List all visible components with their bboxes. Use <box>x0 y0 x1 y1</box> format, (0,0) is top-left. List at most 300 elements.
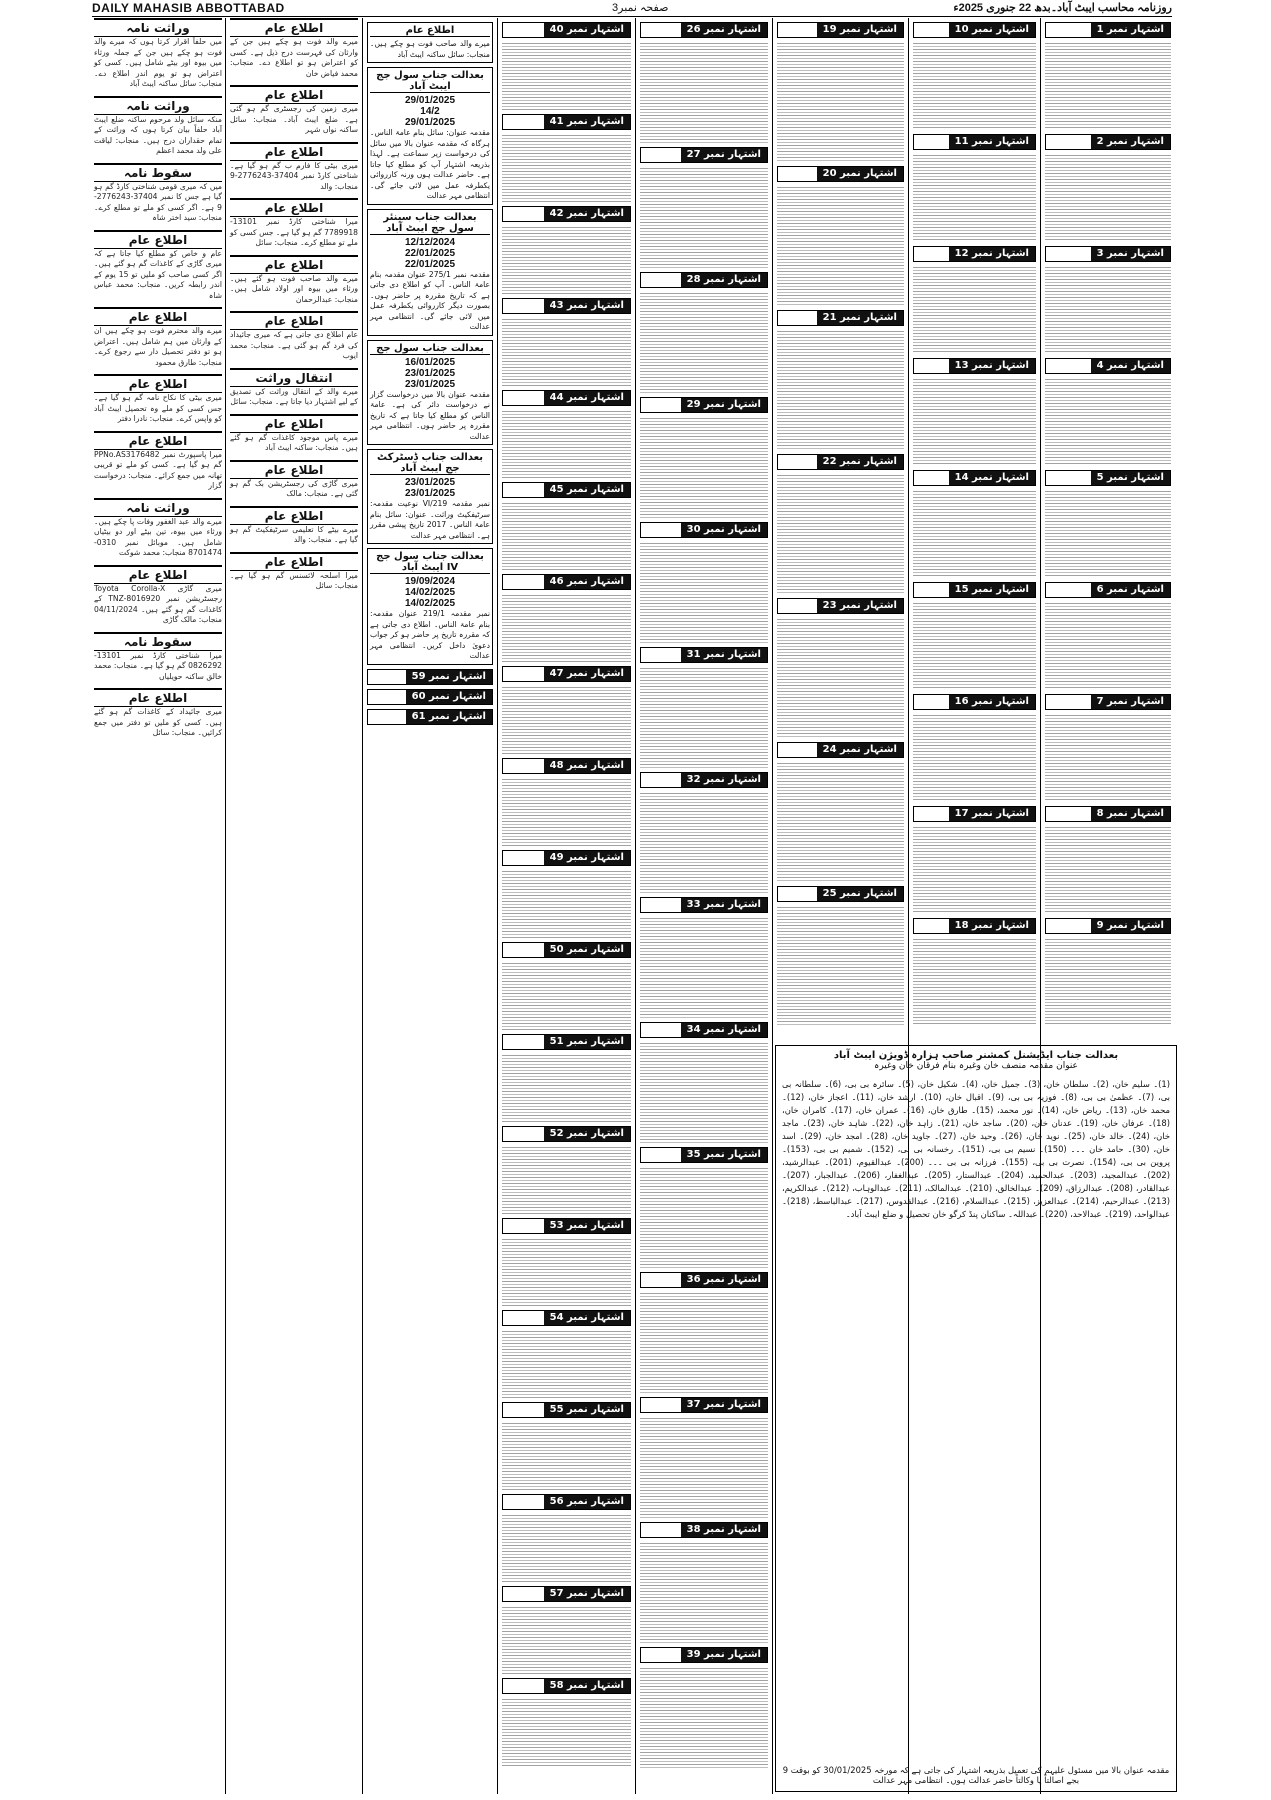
ad-text-block <box>640 666 768 768</box>
ad-text-block <box>913 41 1036 130</box>
court-notice-subtitle: عنوان مقدمہ منصف خان وغیرہ بنام فرقان خان وغیرہ <box>874 1061 1078 1071</box>
ad-number-label: اشتہار نمبر 6 <box>1091 583 1170 597</box>
ad-number-label: اشتہار نمبر 44 <box>544 391 630 405</box>
ad-number-label: اشتہار نمبر 8 <box>1091 807 1170 821</box>
ad-number-label: اشتہار نمبر 5 <box>1091 471 1170 485</box>
ad-heading: اطلاع عام <box>230 142 358 161</box>
ad-body-text: میرا اسلحہ لائسنس گم ہو گیا ہے۔ منجاب: سائل <box>230 570 358 590</box>
ad-text-block <box>640 1666 768 1768</box>
ad-number-label: اشتہار نمبر 53 <box>544 1219 630 1233</box>
ad-number-tag <box>913 22 1036 38</box>
column-rule <box>635 18 636 1794</box>
ad-text-block <box>502 685 631 754</box>
ad-number-tag <box>913 134 1036 150</box>
ad-number-tag <box>502 298 631 314</box>
classified-ad <box>230 18 358 79</box>
ad-number-label: اشتہار نمبر 23 <box>817 599 903 613</box>
ad-number-label: اشتہار نمبر 47 <box>544 667 630 681</box>
court-notice-large <box>775 1045 1177 1792</box>
ad-number-label: اشتہار نمبر 21 <box>817 311 903 325</box>
ad-number-tag <box>1045 694 1171 710</box>
ad-text-block <box>502 593 631 662</box>
ad-heading: سقوط نامہ <box>94 163 222 182</box>
ad-number-label: اشتہار نمبر 9 <box>1091 919 1170 933</box>
ad-heading: اطلاع عام <box>230 18 358 37</box>
ad-text-block <box>502 777 631 846</box>
ad-number-label: اشتہار نمبر 13 <box>949 359 1035 373</box>
ad-number-tag <box>640 272 768 288</box>
ad-text-block <box>1045 825 1171 914</box>
ad-number-label: اشتہار نمبر 61 <box>406 710 492 724</box>
ad-number-tag <box>913 582 1036 598</box>
ad-number-label: اشتہار نمبر 18 <box>949 919 1035 933</box>
ad-text-block <box>502 961 631 1030</box>
classified-ad <box>230 255 358 306</box>
ad-number-label: اشتہار نمبر 27 <box>681 148 767 162</box>
ad-number-tag <box>640 772 768 788</box>
ad-number-label: اشتہار نمبر 32 <box>681 773 767 787</box>
ad-number-label: اشتہار نمبر 25 <box>817 887 903 901</box>
ad-number-tag <box>640 647 768 663</box>
ad-number-label: اشتہار نمبر 56 <box>544 1495 630 1509</box>
ad-heading: اطلاع عام <box>230 85 358 104</box>
ad-number-tag <box>640 397 768 413</box>
court-notice-date: 29/01/2025 <box>404 117 456 128</box>
ad-text-block <box>1045 601 1171 690</box>
ad-body-text: میں حلفاً اقرار کرتا ہوں کہ میرے والد فوت ہو چکے ہیں جن کے جملہ ورثاء میں بیوہ اور بیٹے شامل ہیں۔ کسی کو اعتراض ہو تو یوم اندر اطلاع دے۔ منجاب: سائل ساکنہ ایبٹ آباد <box>94 37 222 88</box>
ad-text-block <box>502 1605 631 1674</box>
column-rule <box>772 18 773 1794</box>
classified-ad <box>230 85 358 136</box>
court-notice-text: مقدمہ عنوان بالا میں درخواست گزار نے درخواست دائر کی ہے۔ عامۃ الناس کو مطلع کیا جاتا ہے کہ تاریخ مقررہ پر حاضر ہوں۔ انتظامی مہر عدالت <box>370 389 490 441</box>
ad-number-tag <box>640 1272 768 1288</box>
court-notice-date: 23/01/2025 <box>404 488 456 499</box>
ad-number-label: اشتہار نمبر 20 <box>817 167 903 181</box>
ad-text-block <box>777 185 904 306</box>
column-rule <box>497 18 498 1794</box>
ad-number-tag <box>913 806 1036 822</box>
ad-text-block <box>502 225 631 294</box>
court-notice-date: 23/01/2025 <box>404 477 456 488</box>
ad-number-tag <box>502 1494 631 1510</box>
classified-ad <box>94 632 222 683</box>
ad-text-block <box>502 1237 631 1306</box>
ad-number-label: اشتہار نمبر 14 <box>949 471 1035 485</box>
ad-text-block <box>502 133 631 202</box>
ad-text-block <box>640 1041 768 1143</box>
ad-text-block <box>1045 265 1171 354</box>
court-notice-footer: مقدمہ عنوان بالا میں مسئول علیہم کی تعمیل بذریعہ اشتہار کی جاتی ہے کہ مورخہ 30/01/2025 کو بوقت 9 بجے اصالتاً یا وکالتاً حاضر عدالت ہوں۔ انتظامی مہر عدالت <box>782 1765 1170 1785</box>
court-notice-date: 22/01/2025 <box>404 247 456 259</box>
ad-heading: اطلاع عام <box>230 506 358 525</box>
ad-text-block <box>913 713 1036 802</box>
ad-number-label: اشتہار نمبر 45 <box>544 483 630 497</box>
ad-number-label: اشتہار نمبر 33 <box>681 898 767 912</box>
ad-number-tag <box>502 666 631 682</box>
court-notice-text: نمبر مقدمہ 219/VI نوعیت مقدمہ: سرٹیفکیٹ وراثت۔ عنوان: سائل بنام عامۃ الناس۔ 2017 تاریخ پیشی مقرر ہے۔ انتظامی مہر عدالت <box>370 499 490 540</box>
ad-body-text: میری گاڑی Toyota Corolla-X رجسٹریشن نمبر TNZ-8016920 کے کاغذات گم ہو گئے ہیں۔ 04/11/2024 منجاب: مالک گاڑی <box>94 583 222 624</box>
ad-number-label: اشتہار نمبر 4 <box>1091 359 1170 373</box>
ad-number-tag <box>367 689 493 705</box>
ad-number-label: اشتہار نمبر 22 <box>817 455 903 469</box>
ad-number-label: اشتہار نمبر 19 <box>817 23 903 37</box>
ad-number-label: اشتہار نمبر 30 <box>681 523 767 537</box>
ad-number-label: اشتہار نمبر 17 <box>949 807 1035 821</box>
court-notice-text: نمبر مقدمہ 219/1 عنوان مقدمہ: بنام عامۃ الناس۔ اطلاع دی جاتی ہے کہ مقررہ تاریخ پر حاضر ہو کر جواب دعویٰ داخل کریں۔ انتظامی مہر عدالت <box>370 609 490 660</box>
ad-text-block <box>640 1166 768 1268</box>
ad-body-text: منکہ سائل ولد مرحوم ساکنہ ضلع ایبٹ آباد حلفاً بیان کرتا ہوں کہ وراثت کے تمام حقداران درج ہیں۔ منجاب: لیاقت علی ولد محمد اعظم <box>94 114 222 155</box>
ad-number-label: اشتہار نمبر 41 <box>544 115 630 129</box>
ad-number-tag <box>1045 918 1171 934</box>
ad-number-tag <box>502 114 631 130</box>
classified-ad <box>94 374 222 425</box>
ad-heading: اطلاع عام <box>230 460 358 479</box>
ad-heading: اطلاع عام <box>94 307 222 326</box>
ad-number-label: اشتہار نمبر 52 <box>544 1127 630 1141</box>
ad-number-label: اشتہار نمبر 59 <box>406 670 492 684</box>
classified-ad <box>230 414 358 454</box>
ad-number-label: اشتہار نمبر 35 <box>681 1148 767 1162</box>
ad-number-tag <box>1045 358 1171 374</box>
ad-body-text: میرے والد محترم فوت ہو چکے ہیں ان کے وارثان میں ہم شامل ہیں۔ اعتراض ہو تو دفتر تحصیل دار سے رجوع کرے۔ منجاب: طارق محمود <box>94 326 222 367</box>
ad-heading: اطلاع عام <box>230 311 358 330</box>
ad-number-tag <box>502 574 631 590</box>
ad-text-block <box>913 153 1036 242</box>
ad-number-tag <box>502 1034 631 1050</box>
court-notice-date: 29/01/2025 <box>404 95 456 106</box>
ad-number-tag <box>913 246 1036 262</box>
ad-text-block <box>913 825 1036 914</box>
ad-text-block <box>913 601 1036 690</box>
ad-number-label: اشتہار نمبر 15 <box>949 583 1035 597</box>
ad-text-block <box>640 166 768 268</box>
court-notice-date: 16/01/2025 <box>404 356 456 368</box>
ad-number-tag <box>502 1402 631 1418</box>
ad-number-tag <box>640 22 768 38</box>
ad-number-tag <box>913 918 1036 934</box>
ad-heading: اطلاع عام <box>94 688 222 707</box>
classified-ad <box>230 198 358 249</box>
ad-text-block <box>502 1145 631 1214</box>
ad-body-text: میرے پاس موجود کاغذات گم ہو گئے ہیں۔ منجاب: ساکنہ ایبٹ آباد <box>230 432 358 452</box>
ad-number-label: اشتہار نمبر 48 <box>544 759 630 773</box>
classified-ad <box>94 498 222 559</box>
ad-body-text: میری گاڑی کی رجسٹریشن بک گم ہو گئی ہے۔ منجاب: مالک <box>230 478 358 498</box>
ad-number-label: اشتہار نمبر 1 <box>1091 23 1170 37</box>
classified-ad <box>94 307 222 368</box>
ad-body-text: میری زمین کی رجسٹری گم ہو گئی ہے۔ ضلع ایبٹ آباد۔ منجاب: سائل ساکنہ نواں شہر <box>230 104 358 134</box>
ad-text-block <box>640 916 768 1018</box>
ad-body-text: میری جائیداد کے کاغذات گم ہو گئے ہیں۔ کسی کو ملیں تو دفتر میں جمع کرائیں۔ منجاب: سائل <box>94 707 222 737</box>
ad-number-tag <box>502 942 631 958</box>
classified-ad <box>230 311 358 362</box>
ad-number-label: اشتہار نمبر 42 <box>544 207 630 221</box>
court-notice-heading: بعدالت جناب سول جج ایبٹ آباد <box>370 70 490 93</box>
court-notice-date: 14/02/2025 <box>404 587 456 598</box>
ad-heading: اطلاع عام <box>94 431 222 450</box>
ad-text-block <box>640 791 768 893</box>
ad-number-tag <box>777 598 904 614</box>
ad-body-text: میرا شناختی کارڈ نمبر 13101-0826292 گم ہو گیا ہے۔ منجاب: محمد خالق ساکنہ حویلیاں <box>94 650 222 681</box>
ad-number-tag <box>1045 806 1171 822</box>
ad-number-tag <box>1045 246 1171 262</box>
ad-body-text: میرے بیٹے کا تعلیمی سرٹیفکیٹ گم ہو گیا ہے۔ منجاب: والد <box>230 524 358 544</box>
ad-number-label: اشتہار نمبر 31 <box>681 648 767 662</box>
ad-body-text: میرے والد فوت ہو چکے ہیں جن کے وارثان کی فہرست درج ذیل ہے۔ کسی کو اعتراض ہو تو اطلاع دے۔ منجاب: محمد فیاض خان <box>230 37 358 78</box>
ad-text-block <box>913 937 1036 1026</box>
masthead-date-line: روزنامہ محاسب ایبٹ آباد۔بدھ 22 جنوری 2025ء <box>953 2 1172 14</box>
classified-ad <box>230 368 358 408</box>
column-5 <box>638 18 770 1794</box>
ad-number-tag <box>777 454 904 470</box>
ad-number-tag <box>502 1310 631 1326</box>
ad-text-block <box>913 489 1036 578</box>
ad-number-tag <box>640 147 768 163</box>
ad-text-block <box>777 329 904 450</box>
court-notice-text: میرے والد صاحب فوت ہو چکے ہیں۔ منجاب: سائل ساکنہ ایبٹ آباد <box>370 39 490 59</box>
ad-number-tag <box>640 1647 768 1663</box>
classified-ad <box>230 142 358 193</box>
ad-text-block <box>640 1291 768 1393</box>
ad-body-text: میرے والد صاحب فوت ہو گئے ہیں۔ ورثاء میں بیوہ اور اولاد شامل ہیں۔ منجاب: عبدالرحمان <box>230 273 358 304</box>
classified-ad <box>230 460 358 500</box>
ad-heading: اطلاع عام <box>94 230 222 249</box>
ad-number-label: اشتہار نمبر 40 <box>544 23 630 37</box>
ad-text-block <box>640 541 768 643</box>
ad-number-label: اشتہار نمبر 37 <box>681 1398 767 1412</box>
court-notice-date: 12/12/2024 <box>404 236 456 248</box>
ad-heading: اطلاع عام <box>94 374 222 393</box>
ad-text-block <box>502 1513 631 1582</box>
court-notice-heading: بعدالت جناب ڈسٹرکٹ جج ایبٹ آباد <box>370 452 490 475</box>
classified-ad <box>94 163 222 224</box>
ad-number-label: اشتہار نمبر 46 <box>544 575 630 589</box>
column-1 <box>92 18 224 1794</box>
ad-text-block <box>502 317 631 386</box>
court-notice <box>367 22 493 63</box>
ad-body-text: میرے والد کے انتقال وراثت کی تصدیق کے لیے اشتہار دیا جاتا ہے۔ منجاب: سائل <box>230 386 358 406</box>
ad-text-block <box>502 41 631 110</box>
court-notice-text: مقدمہ نمبر 275/1 عنوان مقدمہ بنام عامۃ الناس۔ آپ کو اطلاع دی جاتی ہے کہ تاریخ مقررہ پر حاضر ہوں۔ بصورت دیگر کارروائی یکطرفہ عمل میں لائی جائے گی۔ انتظامی مہر عدالت <box>370 269 490 331</box>
court-notice-heading: بعدالت جناب سول جج IV ایبٹ آباد <box>370 551 490 574</box>
court-notice-heading: بعدالت جناب سینئر سول جج ایبٹ آباد <box>370 212 490 235</box>
ad-body-text: عام و خاص کو مطلع کیا جاتا ہے کہ میری گاڑی کے کاغذات گم ہو گئے ہیں۔ اگر کسی صاحب کو ملیں تو 15 یوم کے اندر رابطہ کریں۔ منجاب: محمد عباس شاہ <box>94 248 222 300</box>
classified-ad <box>230 506 358 546</box>
column-2 <box>228 18 360 1794</box>
ad-number-tag <box>640 1022 768 1038</box>
ad-text-block <box>502 1053 631 1122</box>
court-notice-date: 14/02/2025 <box>404 598 456 609</box>
court-notice <box>367 548 493 665</box>
ad-number-label: اشتہار نمبر 26 <box>681 23 767 37</box>
ad-heading: وراثت نامہ <box>94 96 222 115</box>
ad-number-label: اشتہار نمبر 2 <box>1091 135 1170 149</box>
ad-number-tag <box>502 1678 631 1694</box>
ad-text-block <box>502 1421 631 1490</box>
ad-number-tag <box>502 850 631 866</box>
ad-number-label: اشتہار نمبر 58 <box>544 1679 630 1693</box>
ad-heading: وراثت نامہ <box>94 498 222 517</box>
classified-ad <box>94 565 222 626</box>
ad-number-label: اشتہار نمبر 29 <box>681 398 767 412</box>
ad-number-tag <box>502 758 631 774</box>
classified-ad <box>94 230 222 302</box>
ad-text-block <box>1045 937 1171 1026</box>
ad-number-label: اشتہار نمبر 54 <box>544 1311 630 1325</box>
ad-number-tag <box>777 742 904 758</box>
ad-text-block <box>640 1416 768 1518</box>
ad-text-block <box>640 1541 768 1643</box>
court-notice-date: 22/01/2025 <box>404 258 456 270</box>
ad-number-tag <box>777 166 904 182</box>
ad-body-text: میری بیٹی کا فارم ب گم ہو گیا ہے۔ شناختی کارڈ نمبر 37404-2776243-9 منجاب: والد <box>230 160 358 191</box>
ad-number-label: اشتہار نمبر 55 <box>544 1403 630 1417</box>
ad-number-label: اشتہار نمبر 12 <box>949 247 1035 261</box>
court-notice-heading: بعدالت جناب سول جج <box>370 343 490 355</box>
ad-body-text: میری بیٹی کا نکاح نامہ گم ہو گیا ہے۔ جس کسی کو ملے وہ تحصیل ایبٹ آباد کو واپس کرے۔ منجاب: نادرا دفتر <box>94 393 222 423</box>
column-rule <box>362 18 363 1794</box>
court-notice <box>367 67 493 205</box>
ad-number-tag <box>1045 582 1171 598</box>
ad-body-text: میرا پاسپورٹ نمبر PPNo.AS3176482 گم ہو گیا ہے۔ کسی کو ملے تو قریبی تھانہ میں جمع کرائے۔ منجاب: درخواست گزار <box>94 449 222 490</box>
ad-number-label: اشتہار نمبر 51 <box>544 1035 630 1049</box>
ad-text-block <box>1045 41 1171 130</box>
ad-heading: انتقال وراثت <box>230 368 358 387</box>
ad-text-block <box>1045 489 1171 578</box>
ad-text-block <box>777 905 904 1026</box>
court-notice-date: 23/01/2025 <box>404 378 456 390</box>
court-notice-date: 19/09/2024 <box>404 576 456 587</box>
ad-text-block <box>640 416 768 518</box>
ad-text-block <box>913 377 1036 466</box>
ad-number-tag <box>777 22 904 38</box>
ad-heading: اطلاع عام <box>230 198 358 217</box>
ad-number-tag <box>640 522 768 538</box>
classified-ad <box>230 552 358 592</box>
ad-number-label: اشتہار نمبر 16 <box>949 695 1035 709</box>
ad-body-text: میں کہ میری قومی شناختی کارڈ گم ہو گیا ہے جس کا نمبر 37404-2776243-9 ہے۔ اگر کسی کو ملے تو مطلع کرے۔ منجاب: سید اختر شاہ <box>94 181 222 222</box>
classified-ad <box>94 431 222 492</box>
ad-number-tag <box>1045 470 1171 486</box>
ad-number-label: اشتہار نمبر 49 <box>544 851 630 865</box>
court-notice-heading: اطلاع عام <box>370 25 490 37</box>
ad-number-tag <box>502 1586 631 1602</box>
ad-number-label: اشتہار نمبر 34 <box>681 1023 767 1037</box>
classified-ad <box>94 18 222 90</box>
ad-text-block <box>913 265 1036 354</box>
ad-number-tag <box>502 1218 631 1234</box>
court-notice <box>367 449 493 544</box>
ad-number-tag <box>640 1397 768 1413</box>
ad-number-tag <box>913 694 1036 710</box>
classified-ad <box>94 688 222 739</box>
ad-number-label: اشتہار نمبر 57 <box>544 1587 630 1601</box>
court-notice-date: 23/01/2025 <box>404 367 456 379</box>
ad-number-label: اشتہار نمبر 10 <box>949 23 1035 37</box>
ad-number-tag <box>640 897 768 913</box>
masthead-paper-name: DAILY MAHASIB ABBOTTABAD <box>92 1 285 15</box>
ad-number-tag <box>502 482 631 498</box>
ad-number-tag <box>502 390 631 406</box>
ad-body-text: میرے والد عبد الغفور وفات پا چکے ہیں۔ ورثاء میں بیوہ، تین بیٹے اور دو بیٹیاں شامل ہیں۔ موبائل نمبر 0310-8701474 منجاب: محمد شوکت <box>94 516 222 557</box>
masthead-page-number: صفحہ نمبر3 <box>612 2 669 14</box>
ad-number-label: اشتہار نمبر 28 <box>681 273 767 287</box>
court-notice <box>367 209 493 336</box>
column-rule <box>225 18 226 1794</box>
ad-text-block <box>777 41 904 162</box>
ad-number-label: اشتہار نمبر 50 <box>544 943 630 957</box>
court-notice <box>367 340 493 446</box>
ad-number-label: اشتہار نمبر 60 <box>406 690 492 704</box>
ad-number-label: اشتہار نمبر 36 <box>681 1273 767 1287</box>
ad-text-block <box>640 41 768 143</box>
ad-text-block <box>1045 377 1171 466</box>
column-3 <box>365 18 495 1794</box>
ad-heading: سقوط نامہ <box>94 632 222 651</box>
ad-text-block <box>1045 713 1171 802</box>
ad-number-label: اشتہار نمبر 3 <box>1091 247 1170 261</box>
court-notice-respondents-list: (1)۔ سلیم خان، (2)۔ سلطان خان، (3)۔ جمیل خان، (4)۔ شکیل خان، (5)۔ سائرہ بی بی، (6)۔ سلطانہ بی بی، (7)۔ عظمیٰ بی بی، (8)۔ فوزیہ بی بی، (9)۔ اقبال خان، (10)۔ ارشد خان، (11)۔ اعجاز خان، (12)۔ محمد خان، (13)۔ ریاض خان، (14)۔ نور محمد، (15)۔ طارق خان، (16)۔ عمران خان، (17)۔ کامران خان، (18)۔ عرفان خان، (19)۔ عدنان خان، (20)۔ ساجد خان، (21)۔ زاہد خان، (22)۔ شاہد خان، (23)۔ ماجد خان، (24)۔ خالد خان، (25)۔ نوید خان، (26)۔ وحید خان، (27)۔ جاوید خان، (28)۔ امجد خان، (29)۔ اسد خان، (30)۔ حامد خان ۔۔۔ (150)۔ نسیم بی بی، (151)۔ رخسانہ بی بی، (152)۔ شمیم بی بی، (153)۔ پروین بی بی، (154)۔ نصرت بی بی، (155)۔ فرزانہ بی بی ۔۔۔ (200)۔ عبدالقیوم، (201)۔ عبدالرشید، (202)۔ عبدالمجید، (203)۔ عبدالحمید، (204)۔ عبدالستار، (205)۔ عبدالغفار، (206)۔ عبدالجبار، (207)۔ عبدالقادر، (208)۔ عبدالرزاق، (209)۔ عبدالخالق، (210)۔ عبدالمالک، (211)۔ عبدالوہاب، (212)۔ عبدالکریم، (213)۔ عبدالرحیم، (214)۔ عبدالعزیز، (215)۔ عبدالسلام، (216)۔ عبدالقدوس، (217)۔ عبدالباسط، (218)۔ عبدالواحد، (219)۔ عبدالاحد، (220)۔ عبداللہ۔ ساکنان پنڈ کرگو خان تحصیل و ضلع ایبٹ آباد۔ <box>782 1079 1170 1219</box>
ad-number-label: اشتہار نمبر 7 <box>1091 695 1170 709</box>
column-6 <box>775 18 906 1038</box>
ad-number-tag <box>502 22 631 38</box>
ad-heading: اطلاع عام <box>230 255 358 274</box>
ad-text-block <box>502 1697 631 1766</box>
ad-text-block <box>777 761 904 882</box>
ad-text-block <box>502 869 631 938</box>
ad-text-block <box>502 501 631 570</box>
ad-body-text: میرا شناختی کارڈ نمبر 13101-7789918 گم ہو گیا ہے۔ جس کسی کو ملے تو مطلع کرے۔ منجاب: سائل <box>230 217 358 247</box>
court-notice-text: مقدمہ عنوان: سائل بنام عامۃ الناس۔ ہرگاہ کہ مقدمہ عنوان بالا میں سائل کی درخواست زیر سماعت ہے۔ لہذا بذریعہ اشتہار آپ کو مطلع کیا جاتا ہے۔ حاضر عدالت ہوں ورنہ کارروائی یکطرفہ عمل میں لائی جائے گی۔ انتظامی مہر عدالت <box>370 128 490 200</box>
ad-text-block <box>640 291 768 393</box>
ad-number-tag <box>367 669 493 685</box>
ad-text-block <box>777 473 904 594</box>
ad-text-block <box>1045 153 1171 242</box>
column-8 <box>1043 18 1173 1038</box>
court-notice-date: 14/2 <box>420 106 440 117</box>
court-notice-title: بعدالت جناب ایڈیشنل کمشنر صاحب ہزارہ ڈویژن ایبٹ آباد <box>833 1050 1119 1061</box>
ad-number-tag <box>1045 134 1171 150</box>
ad-text-block <box>777 617 904 738</box>
column-4 <box>500 18 633 1794</box>
ad-number-tag <box>502 206 631 222</box>
ad-text-block <box>502 1329 631 1398</box>
ad-heading: اطلاع عام <box>230 414 358 433</box>
ad-number-label: اشتہار نمبر 24 <box>817 743 903 757</box>
ad-body-text: عام اطلاع دی جاتی ہے کہ میری جائیداد کی فرد گم ہو گئی ہے۔ منجاب: محمد ایوب <box>230 330 358 360</box>
ad-heading: وراثت نامہ <box>94 18 222 37</box>
classified-ad <box>94 96 222 157</box>
ad-heading: اطلاع عام <box>94 565 222 584</box>
ad-number-label: اشتہار نمبر 11 <box>949 135 1035 149</box>
ad-number-label: اشتہار نمبر 39 <box>681 1648 767 1662</box>
ad-number-tag <box>777 310 904 326</box>
ad-number-tag <box>913 470 1036 486</box>
ad-number-tag <box>367 709 493 725</box>
masthead <box>92 0 1172 17</box>
ad-heading: اطلاع عام <box>230 552 358 571</box>
ad-number-tag <box>913 358 1036 374</box>
ad-number-tag <box>640 1147 768 1163</box>
ad-number-tag <box>502 1126 631 1142</box>
column-7 <box>911 18 1038 1038</box>
ad-number-tag <box>1045 22 1171 38</box>
ad-number-label: اشتہار نمبر 38 <box>681 1523 767 1537</box>
ad-number-tag <box>777 886 904 902</box>
ad-text-block <box>502 409 631 478</box>
ad-number-tag <box>640 1522 768 1538</box>
ad-number-label: اشتہار نمبر 43 <box>544 299 630 313</box>
